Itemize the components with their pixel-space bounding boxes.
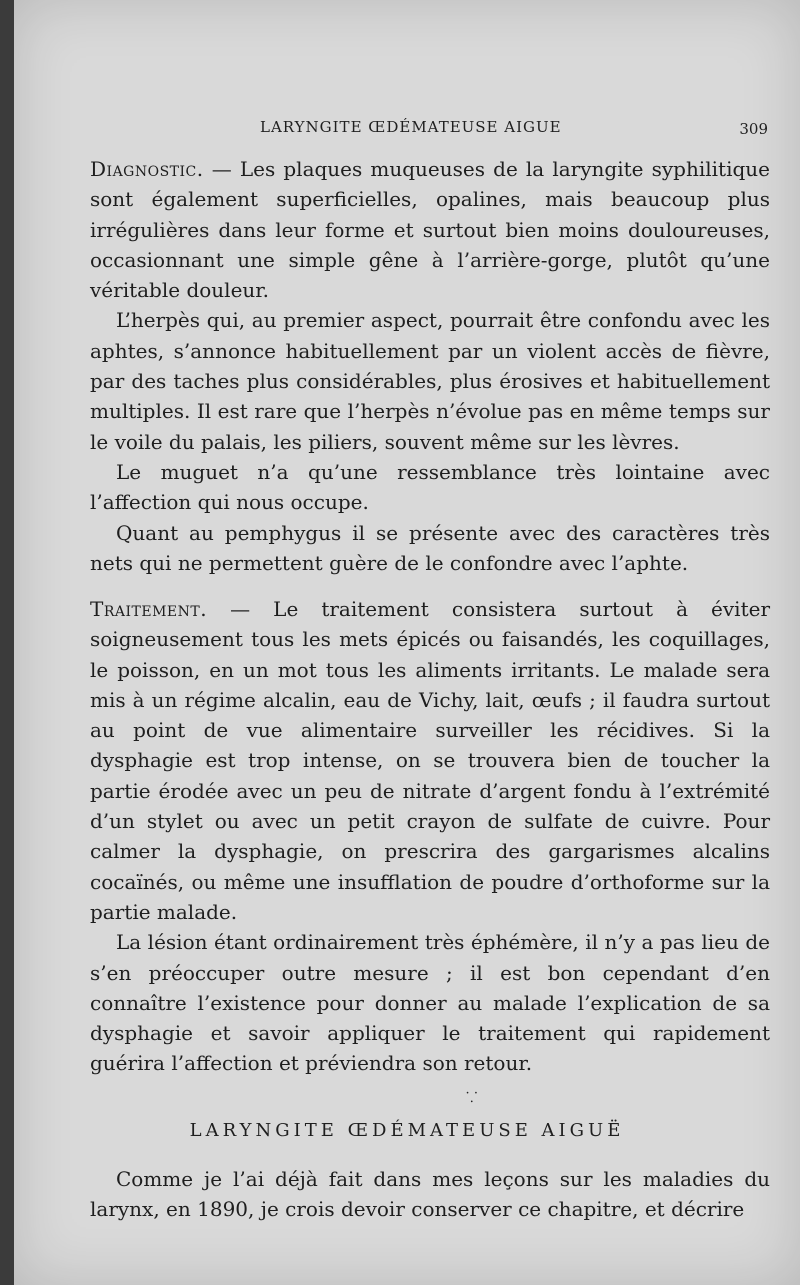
paragraph-text: — Les plaques muqueuses de la laryngite syphilitique sont également superficielles, opalines, mais beaucoup plus irrégulières dans leur forme et surtout bien moins douloureuses, occasionnant une simple gêne à l’arrière-gorge, plutôt qu’une véritable douleur. [90, 157, 770, 303]
chapter-intro [90, 1164, 770, 1225]
chapter-heading: LARYNGITE ŒDÉMATEUSE AIGUË [189, 1120, 625, 1141]
running-title: LARYNGITE ŒDÉMATEUSE AIGUE [260, 118, 562, 136]
section-label: Traitement. [90, 597, 208, 621]
paragraph-text: — Le traitement consistera surtout à éviter soigneusement tous les mets épicés ou faisandés, les coquillages, le poisson, en un mot tous les aliments irritants. Le malade sera mis à un régime alcalin, eau de Vichy, lait, œufs ; il faudra surtout au point de vue alimentaire surveiller les récidives. Si la dysphagie est trop intense, on se trouvera bien de toucher la partie érodée avec un peu de nitrate d’argent fondu à l’extrémité d’un stylet ou avec un petit crayon de sulfate de cuivre. Pour calmer la dysphagie, on prescrira des gargarismes alcalins cocaïnés, ou même une insufflation de poudre d’orthoforme sur la partie malade. [90, 597, 770, 924]
paragraph [90, 594, 770, 927]
running-header [14, 118, 800, 142]
page-number: 309 [739, 120, 768, 138]
paragraph: Quant au pemphygus il se présente avec des caractères très nets qui ne permettent guère de le confondre avec l’aphte. [90, 520, 770, 575]
paragraph [90, 154, 770, 305]
paragraph: Le muguet n’a qu’une ressemblance très lointaine avec l’affection qui nous occupe. [90, 459, 770, 515]
ornament-mark: ⸪ [466, 1090, 478, 1106]
diagnostic-section [90, 154, 770, 578]
paragraph: L’herpès qui, au premier aspect, pourrait être confondu avec les aphtes, s’annonce habituellement par un violent accès de fièvre, par des taches plus considérables, plus érosives et habituellement multiples. Il est rare que l’herpès n’évolue pas en même temps sur le voile du palais, les piliers, souvent même sur les lèvres. [90, 308, 770, 454]
section-label: Diagnostic. [90, 157, 204, 181]
paragraph: Comme je l’ai déjà fait dans mes leçons sur les maladies du larynx, en 1890, je crois devoir conserver ce chapitre, et décrire [90, 1167, 770, 1222]
traitement-section [90, 594, 770, 1079]
paragraph: La lésion étant ordinairement très éphémère, il n’y a pas lieu de s’en préoccuper outre mesure ; il est bon cependant d’en connaître l’existence pour donner au malade l’explication de sa dysphagie et savoir appliquer le traitement qui rapidement guérira l’affection et préviendra son retour. [90, 930, 770, 1076]
book-page [14, 0, 800, 1285]
